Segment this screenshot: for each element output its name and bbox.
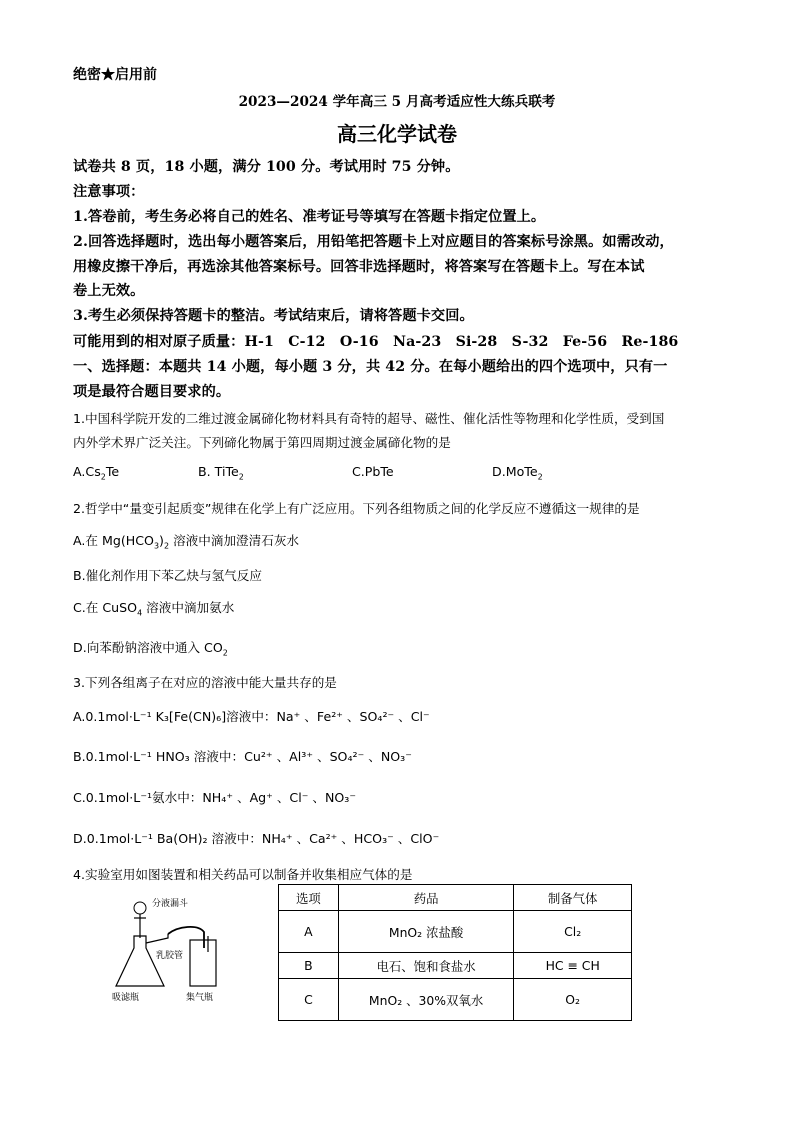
cell-reagents: MnO₂ 、30%双氧水 xyxy=(338,979,514,1021)
secret-label: 绝密★启用前 xyxy=(73,67,157,83)
cell-option: A xyxy=(279,911,339,953)
cell-gas: Cl₂ xyxy=(514,911,632,953)
q3-option-a: A.0.1mol·L⁻¹ K₃[Fe(CN)₆]溶液中：Na⁺ 、Fe²⁺ 、SO₄²⁻ 、Cl⁻ xyxy=(73,709,430,724)
exam-series: 2023—2024 学年高三 5 月高考适应性大练兵联考 xyxy=(238,94,556,110)
table-row xyxy=(279,953,632,979)
section-1-heading-cont: 项是最符合题目要求的。 xyxy=(73,384,231,400)
exam-title: 高三化学试卷 xyxy=(337,122,457,146)
q2-option-a: A.在 $Mg(HCO_3)_2$ 溶液中滴加澄清石灰水 xyxy=(73,533,300,551)
cell-reagents: MnO₂ 浓盐酸 xyxy=(338,911,514,953)
atomic-masses: 可能用到的相对原子质量：H-1 C-12 O-16 Na-23 Si-28 S-32 Fe-56 Re-186 xyxy=(73,334,679,350)
q1-stem-line2: 内外学术界广泛关注。下列碲化物属于第四周期过渡金属碲化物的是 xyxy=(73,435,451,450)
col-header-reagents: 药品 xyxy=(338,885,514,911)
q3-option-c: C.0.1mol·L⁻¹氨水中：NH₄⁺ 、Ag⁺ 、Cl⁻ 、NO₃⁻ xyxy=(73,790,356,805)
table-row xyxy=(279,911,632,953)
notice-title: 注意事项： xyxy=(73,184,145,200)
q2-stem: 2.哲学中“量变引起质变”规律在化学上有广泛应用。下列各组物质之间的化学反应不遵循这一规律的是 xyxy=(73,501,640,516)
q4-options-table xyxy=(278,884,632,1021)
col-header-gas: 制备气体 xyxy=(514,885,632,911)
table-header-row xyxy=(279,885,632,911)
bottle-label: 集气瓶 xyxy=(186,993,214,1003)
section-1-heading: 一、选择题：本题共 14 小题，每小题 3 分，共 42 分。在每小题给出的四个选项中，只有一 xyxy=(73,359,668,375)
table-row xyxy=(279,979,632,1021)
q4-stem: 4.实验室用如图装置和相关药品可以制备并收集相应气体的是 xyxy=(73,867,413,882)
cell-gas: O₂ xyxy=(514,979,632,1021)
notice-item-3: 3.考生必须保持答题卡的整洁。考试结束后，请将答题卡交回。 xyxy=(73,308,474,324)
q1-option-b: B. TiTe$_2$ xyxy=(198,464,244,482)
funnel-label: 分液漏斗 xyxy=(152,899,189,909)
filter-flask xyxy=(116,936,164,986)
notice-item-2-line3: 卷上无效。 xyxy=(73,283,145,299)
rubber-tube xyxy=(146,934,168,943)
q3-option-b: B.0.1mol·L⁻¹ HNO₃ 溶液中：Cu²⁺ 、Al³⁺ 、SO₄²⁻ 、NO₃⁻ xyxy=(73,749,412,764)
notice-item-2-line1: 2.回答选择题时，选出每小题答案后，用铅笔把答题卡上对应题目的答案标号涂黑。如需改动， xyxy=(73,234,674,250)
q2-option-b: B.催化剂作用下苯乙炔与氢气反应 xyxy=(73,568,262,583)
col-header-option: 选项 xyxy=(279,885,339,911)
q1-option-c: C.PbTe xyxy=(352,464,394,479)
exam-summary: 试卷共 8 页，18 小题，满分 100 分。考试用时 75 分钟。 xyxy=(73,159,460,175)
flask-label: 吸滤瓶 xyxy=(112,993,140,1003)
cell-gas: HC ≡ CH xyxy=(514,953,632,979)
q1-stem-line1: 1.中国科学院开发的二维过渡金属碲化物材料具有奇特的超导、磁性、催化活性等物理和化学性质，受到国 xyxy=(73,411,665,426)
q1-option-d: D.MoTe$_2$ xyxy=(492,464,543,482)
funnel-bulb-icon xyxy=(134,902,146,914)
q1-option-a: $A.Cs_2Te$ xyxy=(73,464,120,482)
cell-option: C xyxy=(279,979,339,1021)
q2-option-d: D.向苯酚钠溶液中通入 $CO_2$ xyxy=(73,640,228,658)
cell-option: B xyxy=(279,953,339,979)
q2-option-c: C.在 CuSO$_4$ 溶液中滴加氨水 xyxy=(73,600,235,618)
tube-label: 乳胶管 xyxy=(156,951,184,961)
notice-item-2-line2: 用橡皮擦干净后，再选涂其他答案标号。回答非选择题时，将答案写在答题卡上。写在本试 xyxy=(73,259,645,275)
q3-stem: 3.下列各组离子在对应的溶液中能大量共存的是 xyxy=(73,675,337,690)
notice-item-1: 1.答卷前，考生务必将自己的姓名、准考证号等填写在答题卡指定位置上。 xyxy=(73,209,546,225)
gas-apparatus-diagram xyxy=(108,896,238,1008)
q3-option-d: D.0.1mol·L⁻¹ Ba(OH)₂ 溶液中：NH₄⁺ 、Ca²⁺ 、HCO₃⁻ 、ClO⁻ xyxy=(73,831,440,846)
gas-bottle xyxy=(190,940,216,986)
cell-reagents: 电石、饱和食盐水 xyxy=(338,953,514,979)
